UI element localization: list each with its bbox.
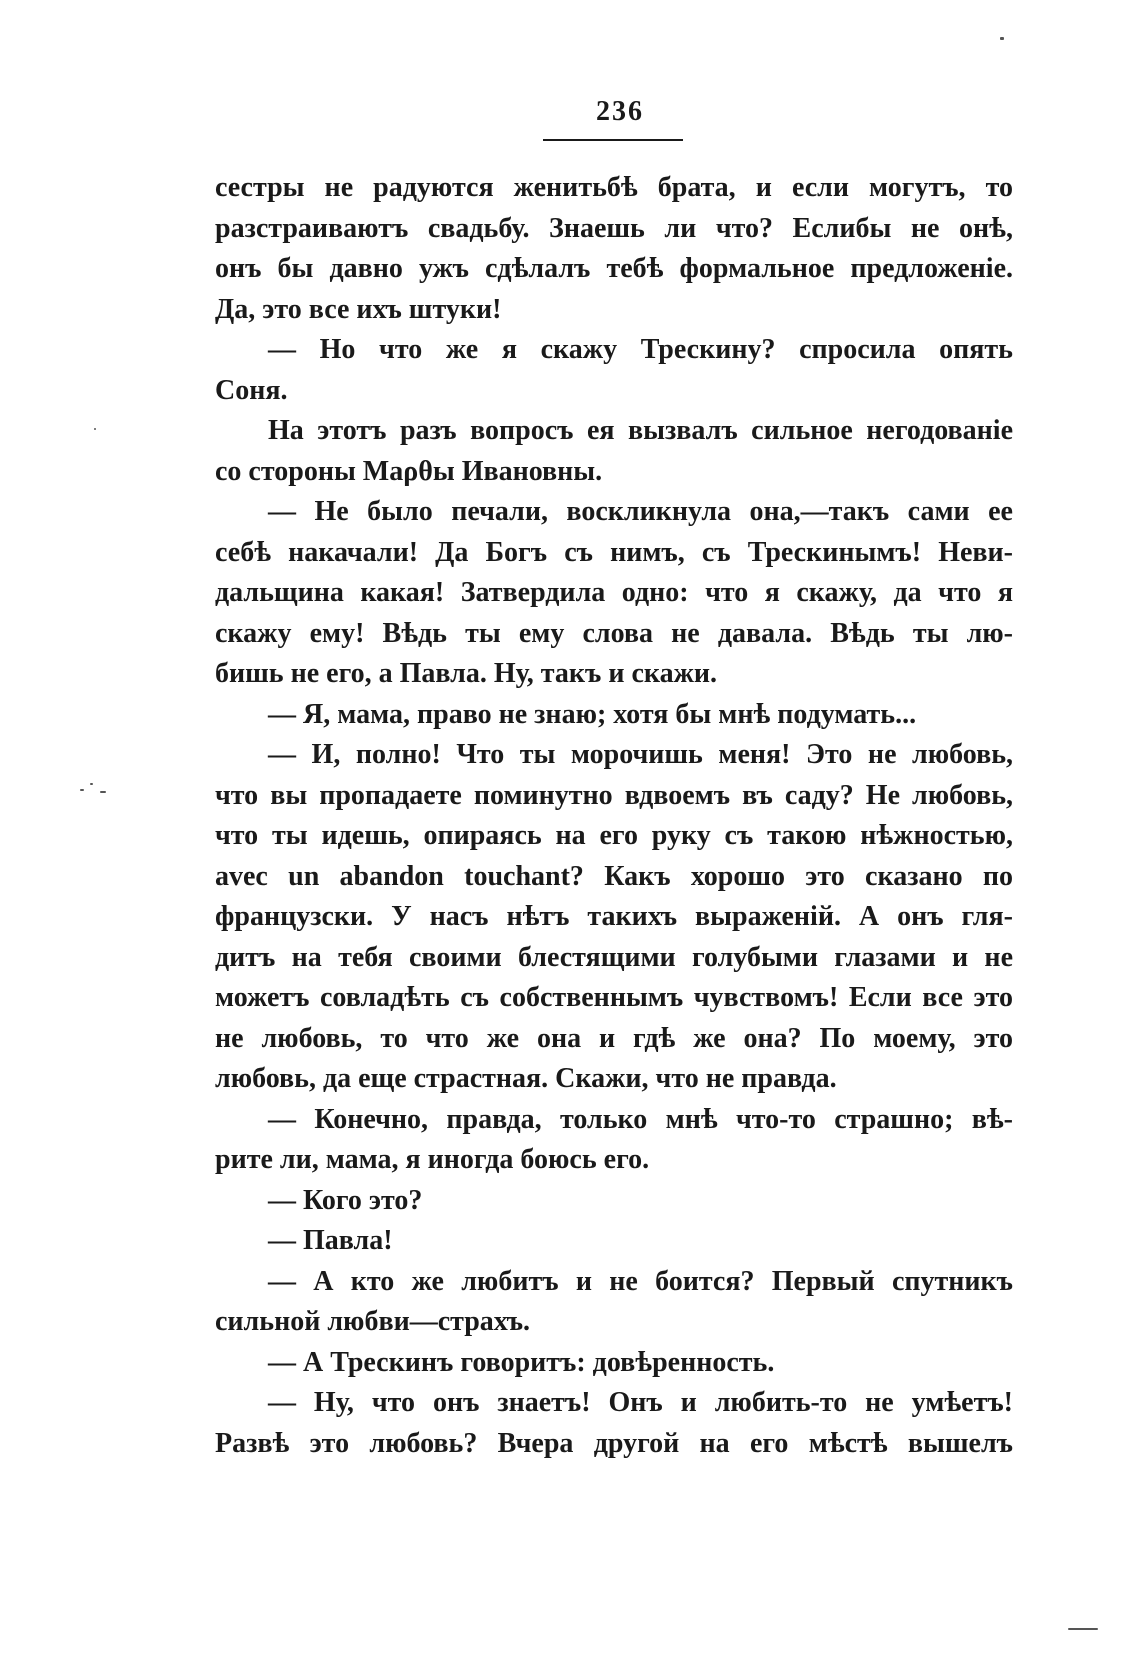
text-line: можетъ совладѣть съ собственнымъ чувствомъ! Если все это bbox=[215, 982, 1013, 1013]
text-line: На этотъ разъ вопросъ ея вызвалъ сильное негодованіе bbox=[268, 415, 1013, 446]
text-line: что вы пропадаете поминутно вдвоемъ въ саду? Не любовь, bbox=[215, 779, 1013, 811]
text-line: — Ну, что онъ знаетъ! Онъ и любить-то не умѣетъ! bbox=[268, 1387, 1013, 1418]
page-number: 236 bbox=[596, 96, 644, 127]
text-line: — Кого это? bbox=[268, 1184, 423, 1216]
scan-speck bbox=[90, 783, 93, 785]
scan-speck bbox=[94, 428, 96, 430]
text-line: — И, полно! Что ты морочишь меня! Это не любовь, bbox=[268, 739, 1013, 770]
text-line: — А Трескинъ говоритъ: довѣренность. bbox=[268, 1346, 775, 1378]
text-line: сильной любви—страхъ. bbox=[215, 1306, 531, 1337]
text-line: дальщина какая! Затвердила одно: что я скажу, да что я bbox=[215, 577, 1013, 608]
body-text bbox=[215, 168, 1013, 1464]
text-line: сестры не радуются женитьбѣ брата, и если могутъ, то bbox=[215, 172, 1013, 203]
text-line: себѣ накачали! Да Богъ съ нимъ, съ Трескинымъ! Неви- bbox=[215, 536, 1013, 568]
text-line: дитъ на тебя своими блестящими голубыми глазами и не bbox=[215, 941, 1013, 973]
scan-speck bbox=[100, 791, 106, 793]
text-line: Развѣ это любовь? Вчера другой на его мѣстѣ вышелъ bbox=[215, 1427, 1013, 1459]
scan-speck bbox=[1000, 37, 1004, 40]
text-line: онъ бы давно ужъ сдѣлалъ тебѣ формальное предложеніе. bbox=[215, 253, 1013, 284]
scan-speck bbox=[80, 789, 84, 791]
text-line: — Не было печали, воскликнула она,—такъ сами ее bbox=[268, 496, 1013, 527]
text-line: — Но что же я скажу Трескину? спросила опять bbox=[268, 334, 1013, 365]
text-line: рите ли, мама, я иногда боюсь его. bbox=[215, 1144, 650, 1175]
text-line: разстраиваютъ свадьбу. Знаешь ли что? Еслибы не онѣ, bbox=[215, 212, 1013, 244]
text-line: не любовь, то что же она и гдѣ же она? По моему, это bbox=[215, 1022, 1013, 1054]
text-line: бишь не его, а Павла. Ну, такъ и скажи. bbox=[215, 658, 718, 689]
text-line: — Павла! bbox=[268, 1225, 393, 1256]
text-line: скажу ему! Вѣдь ты ему слова не давала. Вѣдь ты лю- bbox=[215, 617, 1013, 649]
text-line: любовь, да еще страстная. Скажи, что не правда. bbox=[215, 1063, 837, 1094]
text-line: со стороны Маρθы Ивановны. bbox=[215, 455, 603, 487]
scan-speck bbox=[1068, 1628, 1098, 1630]
text-line: avec un abandon touchant? Какъ хорошо это сказано по bbox=[215, 860, 1013, 892]
page-number-rule bbox=[543, 139, 683, 141]
text-line: — Конечно, правда, только мнѣ что-то страшно; вѣ- bbox=[268, 1103, 1013, 1135]
text-line: — Я, мама, право не знаю; хотя бы мнѣ подумать... bbox=[268, 698, 917, 730]
text-line: — А кто же любитъ и не боится? Первый спутникъ bbox=[268, 1265, 1013, 1297]
text-line: французски. У насъ нѣтъ такихъ выраженій. А онъ гля- bbox=[215, 901, 1013, 932]
text-line: Соня. bbox=[215, 374, 288, 406]
text-line: что ты идешь, опираясь на его руку съ такою нѣжностью, bbox=[215, 820, 1013, 851]
text-line: Да, это все ихъ штуки! bbox=[215, 293, 502, 325]
